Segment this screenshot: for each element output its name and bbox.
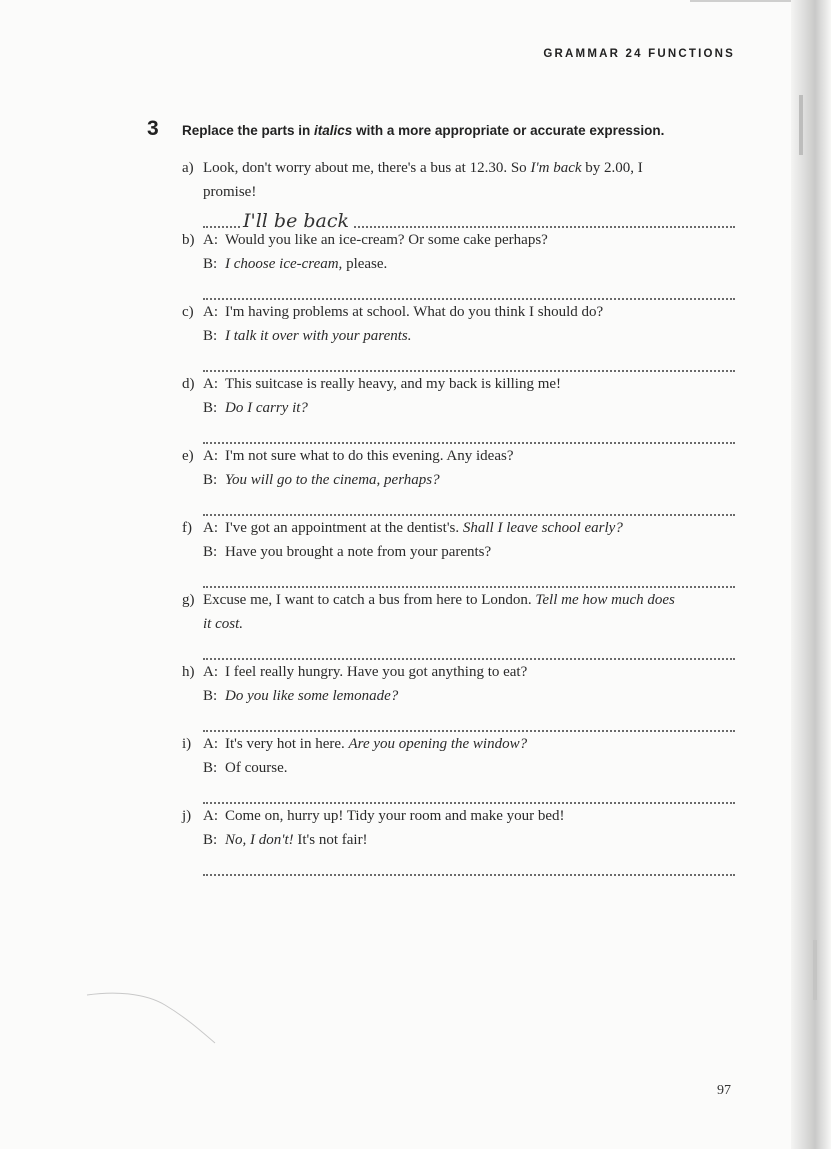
- handwritten-answer: I'll be back: [240, 210, 352, 232]
- answer-line[interactable]: [203, 852, 735, 876]
- item-letter: h): [182, 664, 195, 680]
- answer-line[interactable]: [203, 204, 735, 232]
- scan-mark: [813, 940, 817, 1000]
- answer-line[interactable]: [203, 348, 735, 372]
- answer-line[interactable]: [203, 564, 735, 588]
- item-h: h) A: I feel really hungry. Have you got anything to eat? B: Do you like some lemonade?: [182, 660, 735, 732]
- answer-line[interactable]: [203, 780, 735, 804]
- pencil-stroke-mark: [85, 985, 225, 1055]
- item-a: a) Look, don't worry about me, there's a bus at 12.30. So I'm back by 2.00, I promise! I'll be back: [182, 156, 735, 228]
- item-letter: g): [182, 592, 195, 608]
- exercise-number: 3: [147, 117, 159, 140]
- item-i: i) A: It's very hot in here. Are you opening the window? B: Of course.: [182, 732, 735, 804]
- item-letter: d): [182, 376, 195, 392]
- item-b: b) A: Would you like an ice-cream? Or some cake perhaps? B: I choose ice-cream, please.: [182, 228, 735, 300]
- item-letter: b): [182, 232, 195, 248]
- item-letter: c): [182, 304, 194, 320]
- page-header: GRAMMAR 24 FUNCTIONS: [543, 48, 735, 60]
- answer-line[interactable]: [203, 708, 735, 732]
- exercise-instruction: Replace the parts in italics with a more appropriate or accurate expression.: [182, 123, 665, 138]
- item-f: f) A: I've got an appointment at the dentist's. Shall I leave school early? B: Have you brought a note from your parents?: [182, 516, 735, 588]
- answer-line[interactable]: [203, 420, 735, 444]
- item-d: d) A: This suitcase is really heavy, and my back is killing me! B: Do I carry it?: [182, 372, 735, 444]
- answer-line[interactable]: [203, 492, 735, 516]
- page-number: 97: [717, 1083, 731, 1098]
- item-letter: j): [182, 808, 192, 824]
- item-letter: i): [182, 736, 192, 752]
- scan-mark: [799, 95, 803, 155]
- item-j: j) A: Come on, hurry up! Tidy your room and make your bed! B: No, I don't! It's not fair!: [182, 804, 735, 876]
- item-letter: f): [182, 520, 192, 536]
- item-g: g) Excuse me, I want to catch a bus from here to London. Tell me how much does it cost.: [182, 588, 735, 660]
- item-letter: a): [182, 160, 194, 176]
- item-letter: e): [182, 448, 194, 464]
- scan-binding-edge: [791, 0, 831, 1149]
- answer-line[interactable]: [203, 276, 735, 300]
- item-e: e) A: I'm not sure what to do this evening. Any ideas? B: You will go to the cinema, perhaps?: [182, 444, 735, 516]
- answer-line[interactable]: [203, 636, 735, 660]
- item-c: c) A: I'm having problems at school. What do you think I should do? B: I talk it over with your parents.: [182, 300, 735, 372]
